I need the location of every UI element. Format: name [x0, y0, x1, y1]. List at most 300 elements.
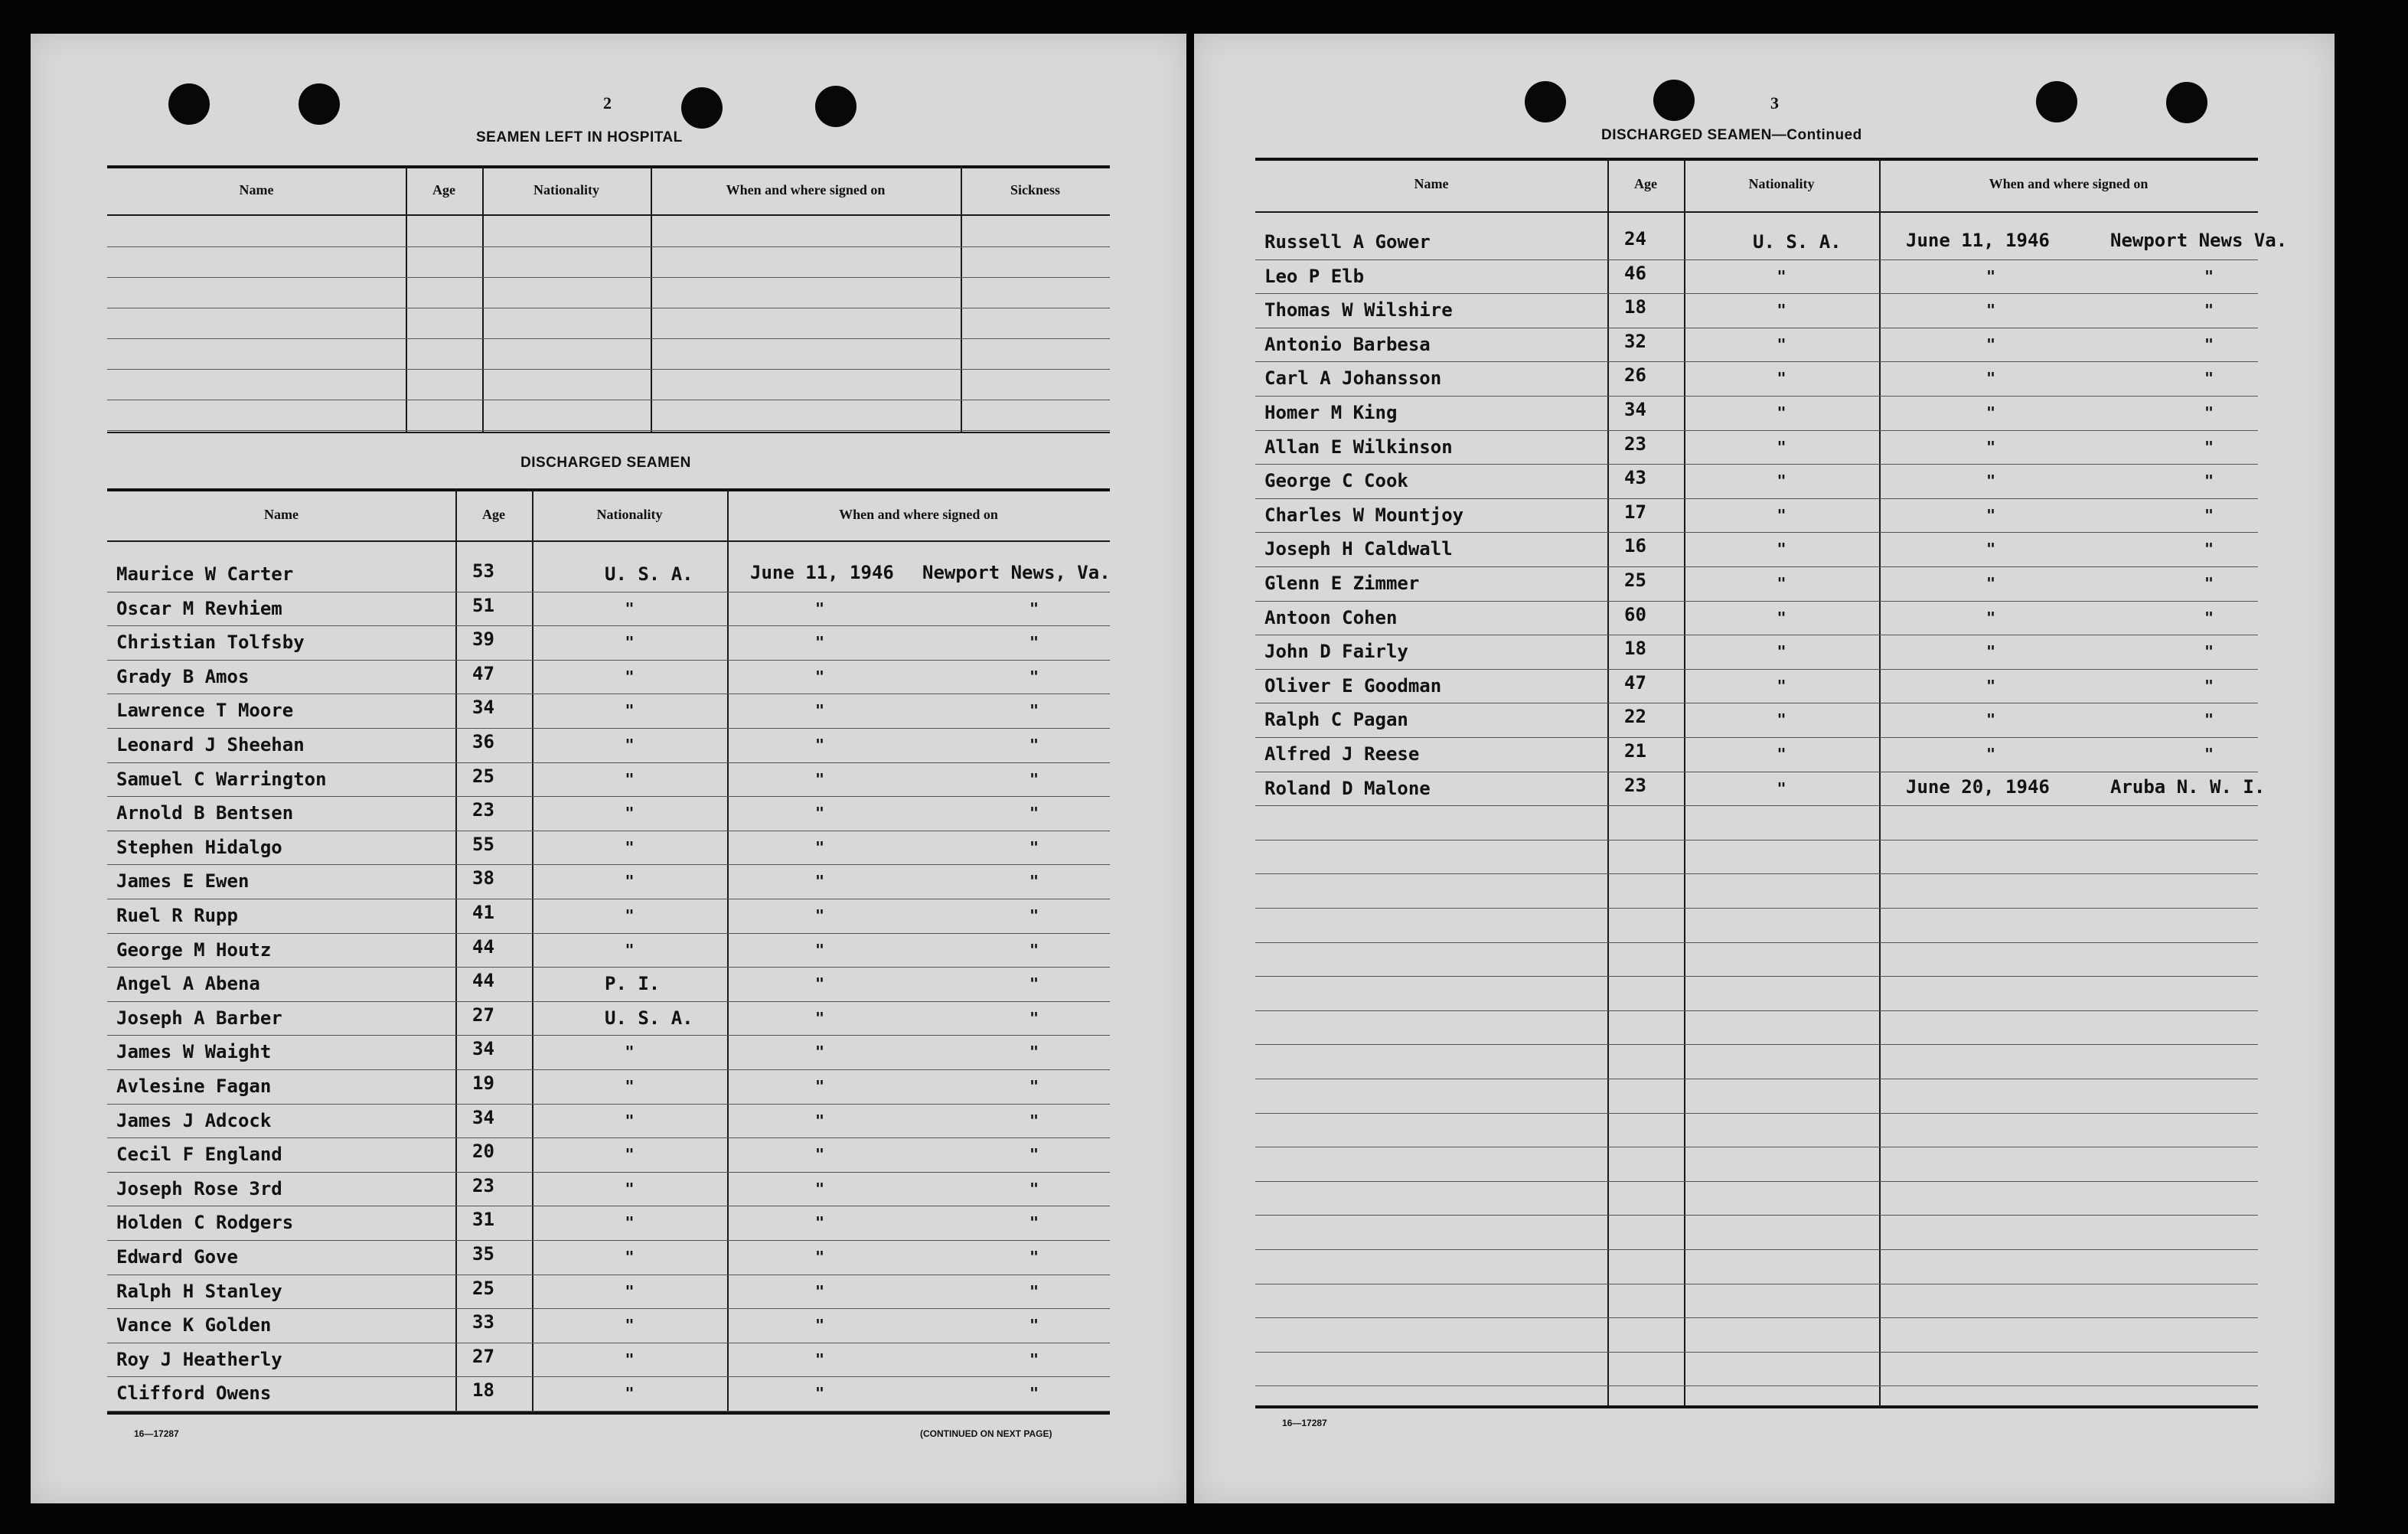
- ditto-mark: ": [1777, 505, 1786, 524]
- ditto-mark: ": [1986, 642, 1996, 661]
- ditto-mark: ": [625, 1145, 635, 1164]
- ditto-mark: ": [1029, 804, 1039, 823]
- ditto-mark: ": [1986, 676, 1996, 695]
- ditto-mark: ": [2204, 608, 2214, 627]
- seaman-name: Vance K Golden: [116, 1314, 272, 1337]
- seaman-name: Glenn E Zimmer: [1264, 573, 1420, 594]
- ditto-mark: ": [2204, 574, 2214, 592]
- column-rule: [1879, 158, 1881, 1405]
- signed-on-date: June 20, 1946: [1906, 775, 2050, 798]
- form-number: 16—17287: [134, 1428, 179, 1439]
- ruled-line: [1255, 1249, 2258, 1250]
- ditto-mark: ": [815, 1350, 825, 1369]
- ditto-mark: ": [815, 837, 825, 857]
- column-rule: [727, 488, 729, 1412]
- ditto-mark: ": [625, 1281, 635, 1301]
- ditto-mark: ": [1777, 266, 1786, 286]
- seaman-name: Roland D Malone: [1264, 777, 1431, 799]
- ditto-mark: ": [1029, 872, 1039, 891]
- seaman-age: 24: [1624, 228, 1646, 250]
- ditto-mark: ": [2204, 505, 2214, 524]
- seaman-name: Avlesine Fagan: [116, 1075, 272, 1097]
- column-header: Nationality: [1748, 176, 1815, 191]
- ditto-mark: ": [815, 1111, 825, 1130]
- page-number: 2: [603, 93, 612, 113]
- column-rule: [961, 165, 962, 432]
- seaman-name: James J Adcock: [116, 1109, 272, 1131]
- signed-on-place: Newport News, Va.: [922, 562, 1111, 583]
- ditto-mark: ": [1986, 745, 1996, 763]
- seaman-name: Ruel R Rupp: [116, 905, 238, 926]
- ditto-mark: ": [1029, 1008, 1039, 1027]
- ditto-mark: ": [815, 1281, 825, 1301]
- ruled-line: [107, 1035, 1110, 1036]
- seaman-age: 39: [472, 628, 494, 651]
- column-header: When and where signed on: [839, 507, 998, 522]
- seaman-name: Maurice W Carter: [116, 563, 294, 585]
- seaman-age: 34: [1624, 399, 1646, 420]
- column-header: Nationality: [596, 507, 663, 522]
- ditto-mark: ": [2204, 301, 2214, 320]
- table-top-rule: [107, 165, 1110, 168]
- ruled-line: [107, 1104, 1110, 1105]
- ditto-mark: ": [815, 804, 825, 823]
- seaman-age: 17: [1624, 501, 1646, 523]
- ruled-line: [107, 246, 1110, 247]
- seaman-age: 34: [472, 1106, 494, 1128]
- ditto-mark: ": [815, 1179, 825, 1198]
- ditto-mark: ": [1029, 1179, 1039, 1198]
- ruled-line: [1255, 601, 2258, 602]
- seaman-age: 47: [1624, 671, 1646, 694]
- seaman-name: Clifford Owens: [116, 1382, 272, 1405]
- seaman-age: 44: [472, 970, 494, 992]
- ruled-line: [107, 369, 1110, 370]
- ditto-mark: ": [1029, 736, 1039, 754]
- signed-on-date: June 11, 1946: [750, 562, 894, 583]
- ditto-mark: ": [815, 599, 825, 618]
- ruled-line: [107, 1240, 1110, 1241]
- punch-hole: [1525, 81, 1566, 122]
- ditto-mark: ": [2204, 369, 2214, 388]
- seaman-name: George C Cook: [1264, 470, 1408, 492]
- seaman-name: Grady B Amos: [116, 665, 250, 687]
- seaman-name: Lawrence T Moore: [116, 700, 294, 722]
- ruled-line: [1255, 566, 2258, 567]
- seaman-age: 46: [1624, 262, 1646, 284]
- ruled-line: [1255, 737, 2258, 738]
- seaman-age: 60: [1624, 603, 1646, 625]
- ruled-line: [107, 796, 1110, 797]
- seaman-name: John D Fairly: [1264, 641, 1408, 663]
- seaman-name: Samuel C Warrington: [116, 768, 327, 790]
- ditto-mark: ": [1986, 301, 1996, 320]
- ditto-mark: ": [2204, 266, 2214, 286]
- table-bottom-rule: [1255, 1405, 2258, 1408]
- ditto-mark: ": [2204, 403, 2214, 422]
- seaman-age: 34: [472, 697, 494, 719]
- seaman-age: 32: [1624, 330, 1646, 352]
- ditto-mark: ": [625, 1248, 635, 1266]
- ruled-line: [1255, 805, 2258, 806]
- ditto-mark: ": [625, 1043, 635, 1062]
- ditto-mark: ": [1777, 403, 1786, 422]
- seaman-name: Charles W Mountjoy: [1264, 504, 1464, 526]
- seaman-name: Joseph A Barber: [116, 1007, 282, 1029]
- ditto-mark: ": [1986, 437, 1996, 456]
- nationality: U. S. A.: [605, 1007, 693, 1029]
- table-top-rule: [1255, 158, 2258, 161]
- ditto-mark: ": [2204, 540, 2214, 559]
- ditto-mark: ": [1986, 608, 1996, 627]
- ruled-line: [1255, 532, 2258, 533]
- ruled-line: [1255, 464, 2258, 465]
- ditto-mark: ": [815, 769, 825, 788]
- column-rule: [532, 488, 533, 1412]
- ditto-mark: ": [1777, 676, 1786, 695]
- ruled-line: [107, 660, 1110, 661]
- ditto-mark: ": [2204, 710, 2214, 729]
- ruled-line: [107, 430, 1110, 431]
- column-header: Nationality: [533, 182, 599, 197]
- seaman-age: 41: [472, 902, 494, 923]
- ditto-mark: ": [1029, 769, 1039, 788]
- ditto-mark: ": [625, 1316, 635, 1335]
- seaman-age: 34: [472, 1038, 494, 1060]
- seaman-age: 35: [472, 1243, 494, 1265]
- ditto-mark: ": [625, 667, 635, 686]
- column-rule: [1607, 158, 1609, 1405]
- seaman-age: 33: [472, 1311, 494, 1333]
- ruled-line: [1255, 1215, 2258, 1216]
- header-rule: [1255, 211, 2258, 213]
- ruled-line: [1255, 908, 2258, 909]
- ditto-mark: ": [1777, 369, 1786, 388]
- column-header: Name: [239, 182, 274, 197]
- ditto-mark: ": [1986, 710, 1996, 729]
- seaman-name: Carl A Johansson: [1264, 367, 1442, 390]
- ditto-mark: ": [1029, 1248, 1039, 1266]
- seaman-name: James E Ewen: [116, 870, 250, 893]
- seaman-age: 18: [1624, 638, 1646, 660]
- ditto-mark: ": [815, 667, 825, 686]
- column-header: Age: [432, 182, 455, 197]
- ditto-mark: ": [625, 804, 635, 823]
- ruled-line: [1255, 1010, 2258, 1011]
- column-header: Age: [1634, 176, 1657, 191]
- ditto-mark: ": [625, 906, 635, 925]
- ditto-mark: ": [625, 599, 635, 618]
- ditto-mark: ": [625, 837, 635, 857]
- seaman-age: 53: [472, 560, 494, 582]
- seaman-name: Russell A Gower: [1264, 231, 1431, 253]
- seaman-name: Joseph Rose 3rd: [116, 1177, 282, 1199]
- seaman-age: 22: [1624, 706, 1646, 728]
- ditto-mark: ": [1986, 369, 1996, 388]
- seaman-age: 23: [472, 799, 494, 821]
- seaman-name: Oscar M Revhiem: [116, 597, 282, 619]
- ruled-line: [107, 1308, 1110, 1309]
- seaman-age: 18: [1624, 296, 1646, 318]
- ditto-mark: ": [815, 906, 825, 925]
- seaman-age: 25: [472, 1277, 494, 1299]
- ditto-mark: ": [1029, 599, 1039, 618]
- ruled-line: [1255, 430, 2258, 431]
- left-page: [31, 34, 1186, 1503]
- seaman-age: 20: [472, 1141, 494, 1163]
- ruled-line: [107, 625, 1110, 626]
- ditto-mark: ": [1029, 974, 1039, 994]
- column-rule: [482, 165, 484, 432]
- ditto-mark: ": [1986, 266, 1996, 286]
- ruled-line: [107, 864, 1110, 865]
- ruled-line: [1255, 1044, 2258, 1045]
- ditto-mark: ": [625, 1179, 635, 1198]
- column-rule: [406, 165, 407, 432]
- ditto-mark: ": [625, 633, 635, 652]
- seaman-name: Homer M King: [1264, 402, 1398, 423]
- seaman-name: Stephen Hidalgo: [116, 836, 282, 858]
- ruled-line: [1255, 259, 2258, 260]
- seaman-age: 19: [472, 1072, 494, 1094]
- ditto-mark: ": [1777, 540, 1786, 559]
- seaman-age: 38: [472, 867, 494, 889]
- ditto-mark: ": [1029, 701, 1039, 720]
- column-header: Name: [264, 507, 299, 522]
- ditto-mark: ": [815, 872, 825, 891]
- column-header: Age: [482, 507, 505, 522]
- seaman-name: Roy J Heatherly: [116, 1348, 282, 1370]
- ruled-line: [107, 338, 1110, 339]
- ditto-mark: ": [1777, 642, 1786, 661]
- ditto-mark: ": [1029, 1316, 1039, 1335]
- seaman-age: 43: [1624, 467, 1646, 489]
- ditto-mark: ": [625, 769, 635, 788]
- seaman-name: Ralph H Stanley: [116, 1280, 282, 1302]
- form-number: 16—17287: [1282, 1418, 1327, 1428]
- table-top-rule: [107, 488, 1110, 491]
- punch-hole: [2166, 82, 2207, 123]
- ruled-line: [1255, 873, 2258, 874]
- signed-on-place: Aruba N. W. I.: [2110, 775, 2266, 798]
- ditto-mark: ": [815, 940, 825, 959]
- ruled-line: [107, 1001, 1110, 1002]
- header-rule: [107, 214, 1110, 216]
- ditto-mark: ": [1986, 335, 1996, 354]
- ditto-mark: ": [2204, 676, 2214, 695]
- ditto-mark: ": [815, 701, 825, 720]
- ditto-mark: ": [1029, 1213, 1039, 1232]
- ditto-mark: ": [625, 872, 635, 891]
- seaman-age: 36: [472, 731, 494, 752]
- seaman-age: 25: [1624, 570, 1646, 591]
- column-header: Name: [1414, 176, 1449, 191]
- signed-on-date: June 11, 1946: [1906, 230, 2050, 251]
- column-rule: [1684, 158, 1685, 1405]
- ditto-mark: ": [815, 1008, 825, 1027]
- ditto-mark: ": [815, 1043, 825, 1062]
- ruled-line: [1255, 1385, 2258, 1386]
- ruled-line: [107, 277, 1110, 278]
- seaman-age: 16: [1624, 535, 1646, 557]
- ruled-line: [1255, 976, 2258, 977]
- ditto-mark: ": [625, 1111, 635, 1130]
- punch-hole: [2036, 81, 2077, 122]
- ditto-mark: ": [815, 1213, 825, 1232]
- ruled-line: [1255, 293, 2258, 294]
- ditto-mark: ": [625, 1213, 635, 1232]
- punch-hole: [681, 87, 723, 129]
- ditto-mark: ": [1986, 574, 1996, 592]
- seaman-name: Antoon Cohen: [1264, 606, 1398, 628]
- seaman-name: Antonio Barbesa: [1264, 333, 1431, 355]
- ruled-line: [107, 1376, 1110, 1377]
- nationality: U. S. A.: [605, 563, 693, 585]
- hospital-section-title: SEAMEN LEFT IN HOSPITAL: [476, 129, 683, 145]
- seaman-name: Leonard J Sheehan: [116, 734, 305, 756]
- ditto-mark: ": [2204, 642, 2214, 661]
- seaman-name: Ralph C Pagan: [1264, 709, 1408, 731]
- ditto-mark: ": [625, 701, 635, 720]
- seaman-age: 23: [1624, 432, 1646, 455]
- ditto-mark: ": [815, 1077, 825, 1095]
- right-page: [1194, 34, 2335, 1503]
- punch-hole: [815, 86, 857, 127]
- seaman-name: Holden C Rodgers: [116, 1212, 294, 1234]
- punch-hole: [1653, 80, 1695, 121]
- seaman-name: Oliver E Goodman: [1264, 674, 1442, 697]
- ditto-mark: ": [815, 633, 825, 652]
- seaman-name: George M Houtz: [116, 938, 272, 961]
- ruled-line: [1255, 1113, 2258, 1114]
- ditto-mark: ": [815, 974, 825, 994]
- seaman-name: Arnold B Bentsen: [116, 802, 294, 824]
- signed-on-place: Newport News Va.: [2110, 230, 2288, 251]
- ditto-mark: ": [1029, 1043, 1039, 1062]
- column-header: When and where signed on: [726, 182, 886, 197]
- ditto-mark: ": [1777, 574, 1786, 592]
- seaman-age: 47: [472, 662, 494, 684]
- ditto-mark: ": [1777, 437, 1786, 456]
- ditto-mark: ": [1029, 1111, 1039, 1130]
- ditto-mark: ": [1029, 1350, 1039, 1369]
- ditto-mark: ": [1986, 403, 1996, 422]
- continued-note: (CONTINUED ON NEXT PAGE): [920, 1428, 1052, 1439]
- ditto-mark: ": [1029, 1281, 1039, 1301]
- ruled-line: [107, 1069, 1110, 1070]
- ruled-line: [107, 762, 1110, 763]
- ruled-line: [107, 933, 1110, 934]
- ditto-mark: ": [1777, 608, 1786, 627]
- seaman-age: 21: [1624, 740, 1646, 762]
- ditto-mark: ": [815, 1145, 825, 1164]
- punch-hole: [299, 83, 340, 125]
- ditto-mark: ": [1777, 472, 1786, 491]
- column-rule: [455, 488, 457, 1412]
- nationality: P. I.: [605, 973, 661, 995]
- seaman-age: 44: [472, 935, 494, 958]
- ditto-mark: ": [2204, 437, 2214, 456]
- seaman-age: 18: [472, 1379, 494, 1402]
- ditto-mark: ": [815, 736, 825, 754]
- ditto-mark: ": [2204, 335, 2214, 354]
- column-header: When and where signed on: [1989, 176, 2149, 191]
- ditto-mark: ": [625, 940, 635, 959]
- ditto-mark: ": [625, 1350, 635, 1369]
- table-bottom-rule: [107, 432, 1110, 433]
- ditto-mark: ": [2204, 472, 2214, 491]
- ditto-mark: ": [625, 1077, 635, 1095]
- seaman-age: 25: [472, 765, 494, 787]
- ditto-mark: ": [1029, 633, 1039, 652]
- ditto-mark: ": [625, 736, 635, 754]
- seaman-name: Edward Gove: [116, 1246, 238, 1268]
- ditto-mark: ": [1029, 667, 1039, 686]
- seaman-name: James W Waight: [116, 1041, 272, 1063]
- ditto-mark: ": [1986, 505, 1996, 524]
- ditto-mark: ": [1029, 940, 1039, 959]
- ditto-mark: ": [815, 1384, 825, 1403]
- ruled-line: [1255, 1352, 2258, 1353]
- ditto-mark: ": [2204, 745, 2214, 763]
- ditto-mark: ": [1777, 745, 1786, 763]
- seaman-name: Allan E Wilkinson: [1264, 436, 1453, 458]
- ruled-line: [1255, 1317, 2258, 1318]
- seaman-name: Joseph H Caldwall: [1264, 538, 1453, 560]
- seaman-name: Cecil F England: [116, 1144, 282, 1166]
- ditto-mark: ": [1777, 710, 1786, 729]
- ditto-mark: ": [1029, 1077, 1039, 1095]
- ruled-line: [107, 728, 1110, 729]
- table-bottom-rule: [107, 1412, 1110, 1415]
- ruled-line: [107, 1172, 1110, 1173]
- ditto-mark: ": [1029, 1384, 1039, 1403]
- ditto-mark: ": [1029, 837, 1039, 857]
- nationality: U. S. A.: [1753, 231, 1842, 253]
- ditto-mark: ": [815, 1248, 825, 1266]
- page-number: 3: [1770, 93, 1779, 113]
- seaman-name: Angel A Abena: [116, 973, 260, 995]
- ditto-mark: ": [1029, 906, 1039, 925]
- punch-hole: [168, 83, 210, 125]
- ruled-line: [1255, 361, 2258, 362]
- seaman-name: Thomas W Wilshire: [1264, 299, 1453, 321]
- seaman-name: Alfred J Reese: [1264, 743, 1420, 765]
- discharged-continued-title: DISCHARGED SEAMEN—Continued: [1601, 127, 1862, 143]
- seaman-age: 55: [472, 833, 494, 855]
- ditto-mark: ": [815, 1316, 825, 1335]
- ditto-mark: ": [1777, 301, 1786, 320]
- ruled-line: [1255, 669, 2258, 670]
- seaman-age: 31: [472, 1209, 494, 1231]
- ruled-line: [107, 967, 1110, 968]
- ditto-mark: ": [1777, 335, 1786, 354]
- discharged-section-title: DISCHARGED SEAMEN: [520, 455, 691, 471]
- seaman-age: 27: [472, 1345, 494, 1367]
- seaman-name: Christian Tolfsby: [116, 632, 305, 654]
- ruled-line: [1255, 396, 2258, 397]
- ruled-line: [107, 1137, 1110, 1138]
- header-rule: [107, 540, 1110, 542]
- seaman-age: 26: [1624, 364, 1646, 387]
- ruled-line: [1255, 498, 2258, 499]
- seaman-age: 23: [1624, 774, 1646, 796]
- column-header: Sickness: [1010, 182, 1061, 197]
- ditto-mark: ": [625, 1384, 635, 1403]
- ditto-mark: ": [1986, 540, 1996, 559]
- ruled-line: [1255, 942, 2258, 943]
- ditto-mark: ": [1777, 778, 1786, 798]
